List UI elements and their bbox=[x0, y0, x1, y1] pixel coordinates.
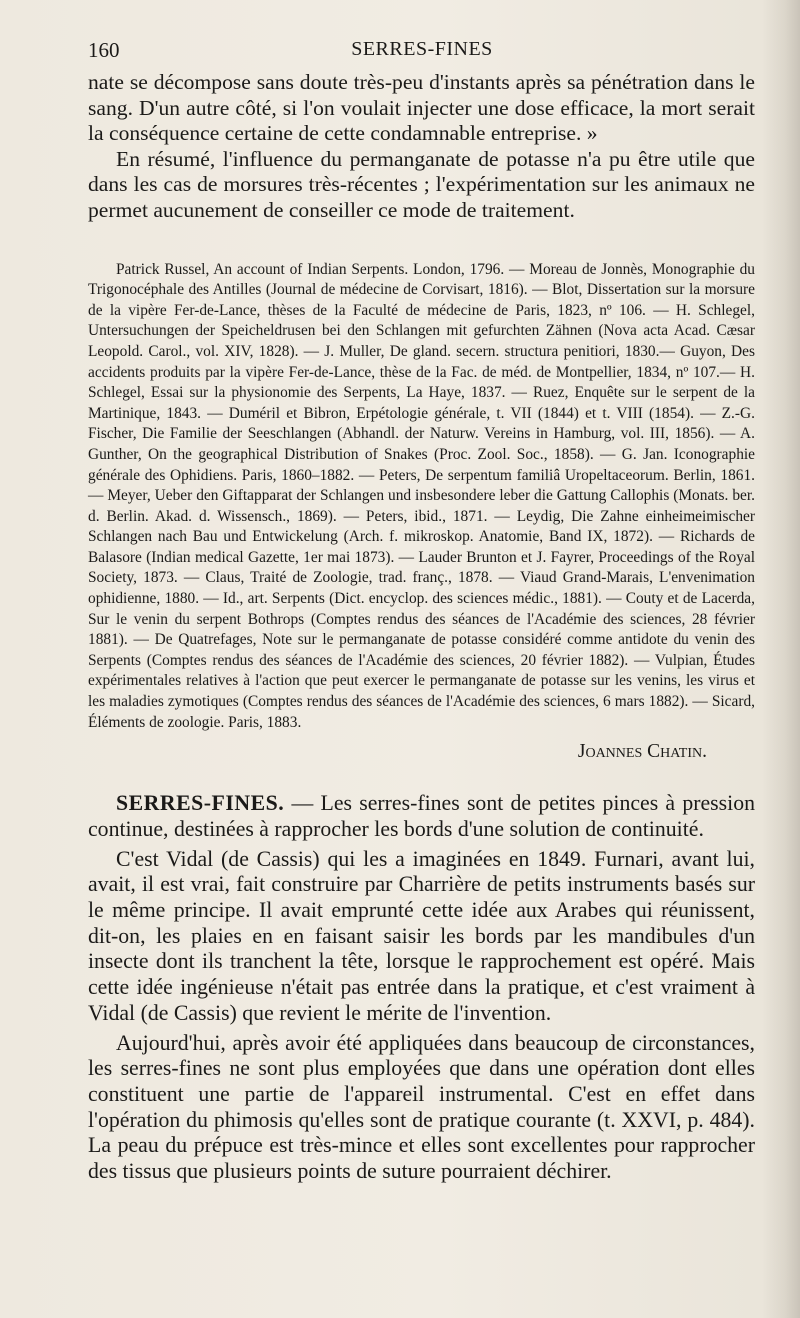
author-signature bbox=[88, 741, 755, 763]
page-body bbox=[88, 70, 755, 1185]
article-serres-fines bbox=[88, 791, 755, 1185]
page-number: 160 bbox=[88, 38, 120, 62]
running-title: SERRES-FINES bbox=[351, 38, 493, 60]
author-name: Joannes Chatin. bbox=[577, 741, 707, 763]
article-headword: SERRES-FINES. bbox=[116, 791, 285, 816]
paragraph-continued: nate se décompose sans doute très-peu d'instants après sa pénétration dans le sang. D'un autre côté, si l'on voulait injecter une dose efficace, la mort serait la conséquence certaine de cette condamnable entreprise. » bbox=[88, 70, 755, 146]
article-paragraph-history: C'est Vidal (de Cassis) qui les a imaginées en 1849. Furnari, avant lui, avait, il est vrai, fait construire par Charrière de petits instruments basés sur le même principe. Il avait emprunté cette idée aux Arabes qui réunissent, dit-on, les plaies en en faisant saisir les bords par les mandibules d'un insecte dont ils tranchent la tête, lorsque le rapprochement est opéré. Mais cette idée ingénieuse n'était pas entrée dans la pratique, et c'est vraiment à Vidal (de Cassis) que revient le mérite de l'invention. bbox=[88, 846, 755, 1025]
page-header bbox=[88, 38, 756, 62]
bibliography: Patrick Russel, An account of Indian Serpents. London, 1796. — Moreau de Jonnès, Monographie du Trigonocéphale des Antilles (Journal de médecine de Corvisart, 1816). — Blot, Dissertation sur la morsure de la vipère Fer-de-Lance, thèses de la Faculté de médecine de Paris, 1823, nº 106. — H. Schlegel, Untersuchungen der Speicheldrusen bei den Schlangen mit gefurchten Zähnen (Nova acta Acad. Cæsar Leopold. Carol., vol. XIV, 1828). — J. Muller, De gland. secern. structura penitiori, 1830.— Guyon, Des accidents produits par la vipère Fer-de-Lance, thèse de la Fac. de méd. de Montpellier, 1834, nº 107.— H. Schlegel, Essai sur la physionomie des Serpents, La Haye, 1837. — Ruez, Enquête sur le serpent de la Martinique, 1843. — Duméril et Bibron, Erpétologie générale, t. VII (1844) et t. VIII (1854). — Z.-G. Fischer, Die Familie der Seeschlangen (Abhandl. der Naturw. Vereins in Hamburg, vol. III, 1856). — A. Gunther, On the geographical Distribution of Snakes (Proc. Zool. Soc., 1858). — G. Jan. Iconographie générale des Ophidiens. Paris, 1860–1882. — Peters, De serpentum familiâ Uropeltaceorum. Berlin, 1861. — Meyer, Ueber den Giftapparat der Schlangen und insbesondere leber die Gattung Callophis (Monats. ber. d. Berlin. Akad. d. Wissensch., 1869). — Peters, ibid., 1871. — Leydig, Die Zahne einheimeimischer Schlangen nach Bau und Entwickelung (Arch. f. mikroskop. Anatomie, Band IX, 1872). — Richards de Balasore (Indian medical Gazette, 1er mai 1873). — Lauder Brunton et J. Fayrer, Proceedings of the Royal Society, 1873. — Claus, Traité de Zoologie, trad. franç., 1878. — Viaud Grand-Marais, L'envenimation ophidienne, 1880. — Id., art. Serpents (Dict. encyclop. des sciences médic., 1881). — Couty et de Lacerda, Sur le venin du serpent Bothrops (Comptes rendus des séances de l'Académie des sciences, 28 février 1881). — De Quatrefages, Note sur le permanganate de potasse considéré comme antidote du venin des Serpents (Comptes rendus des séances de l'Académie des sciences, 20 février 1882). — Vulpian, Études expérimentales relatives à l'action que peut exercer le permanganate de potasse sur les venins, les virus et les maladies zymotiques (Comptes rendus des séances de l'Académie des sciences, 6 mars 1882). — Sicard, Éléments de zoologie. Paris, 1883. bbox=[88, 260, 755, 731]
article-intro-text: — Les serres-fines sont de petites pinces à pression continue, destinées à rapprocher les bords d'une solution de continuité. bbox=[88, 791, 755, 841]
paragraph-summary: En résumé, l'influence du permanganate de potasse n'a pu être utile que dans les cas de morsures très-récentes ; l'expérimentation sur les animaux ne permet aucunement de conseiller ce mode de traitement. bbox=[88, 146, 755, 222]
page-edge-shadow bbox=[762, 0, 800, 1318]
article-intro bbox=[88, 791, 755, 842]
article-paragraph-usage: Aujourd'hui, après avoir été appliquées dans beaucoup de circonstances, les serres-fines ne sont plus employées que dans une opération dont elles constituent une partie de l'appareil instrumental. C'est en effet dans l'opération du phimosis qu'elles sont de pratique courante (t. XXVI, p. 484). La peau du prépuce est très-mince et elles sont excellentes pour rapprocher des tissus que plusieurs points de suture pourraient déchirer. bbox=[88, 1030, 755, 1184]
